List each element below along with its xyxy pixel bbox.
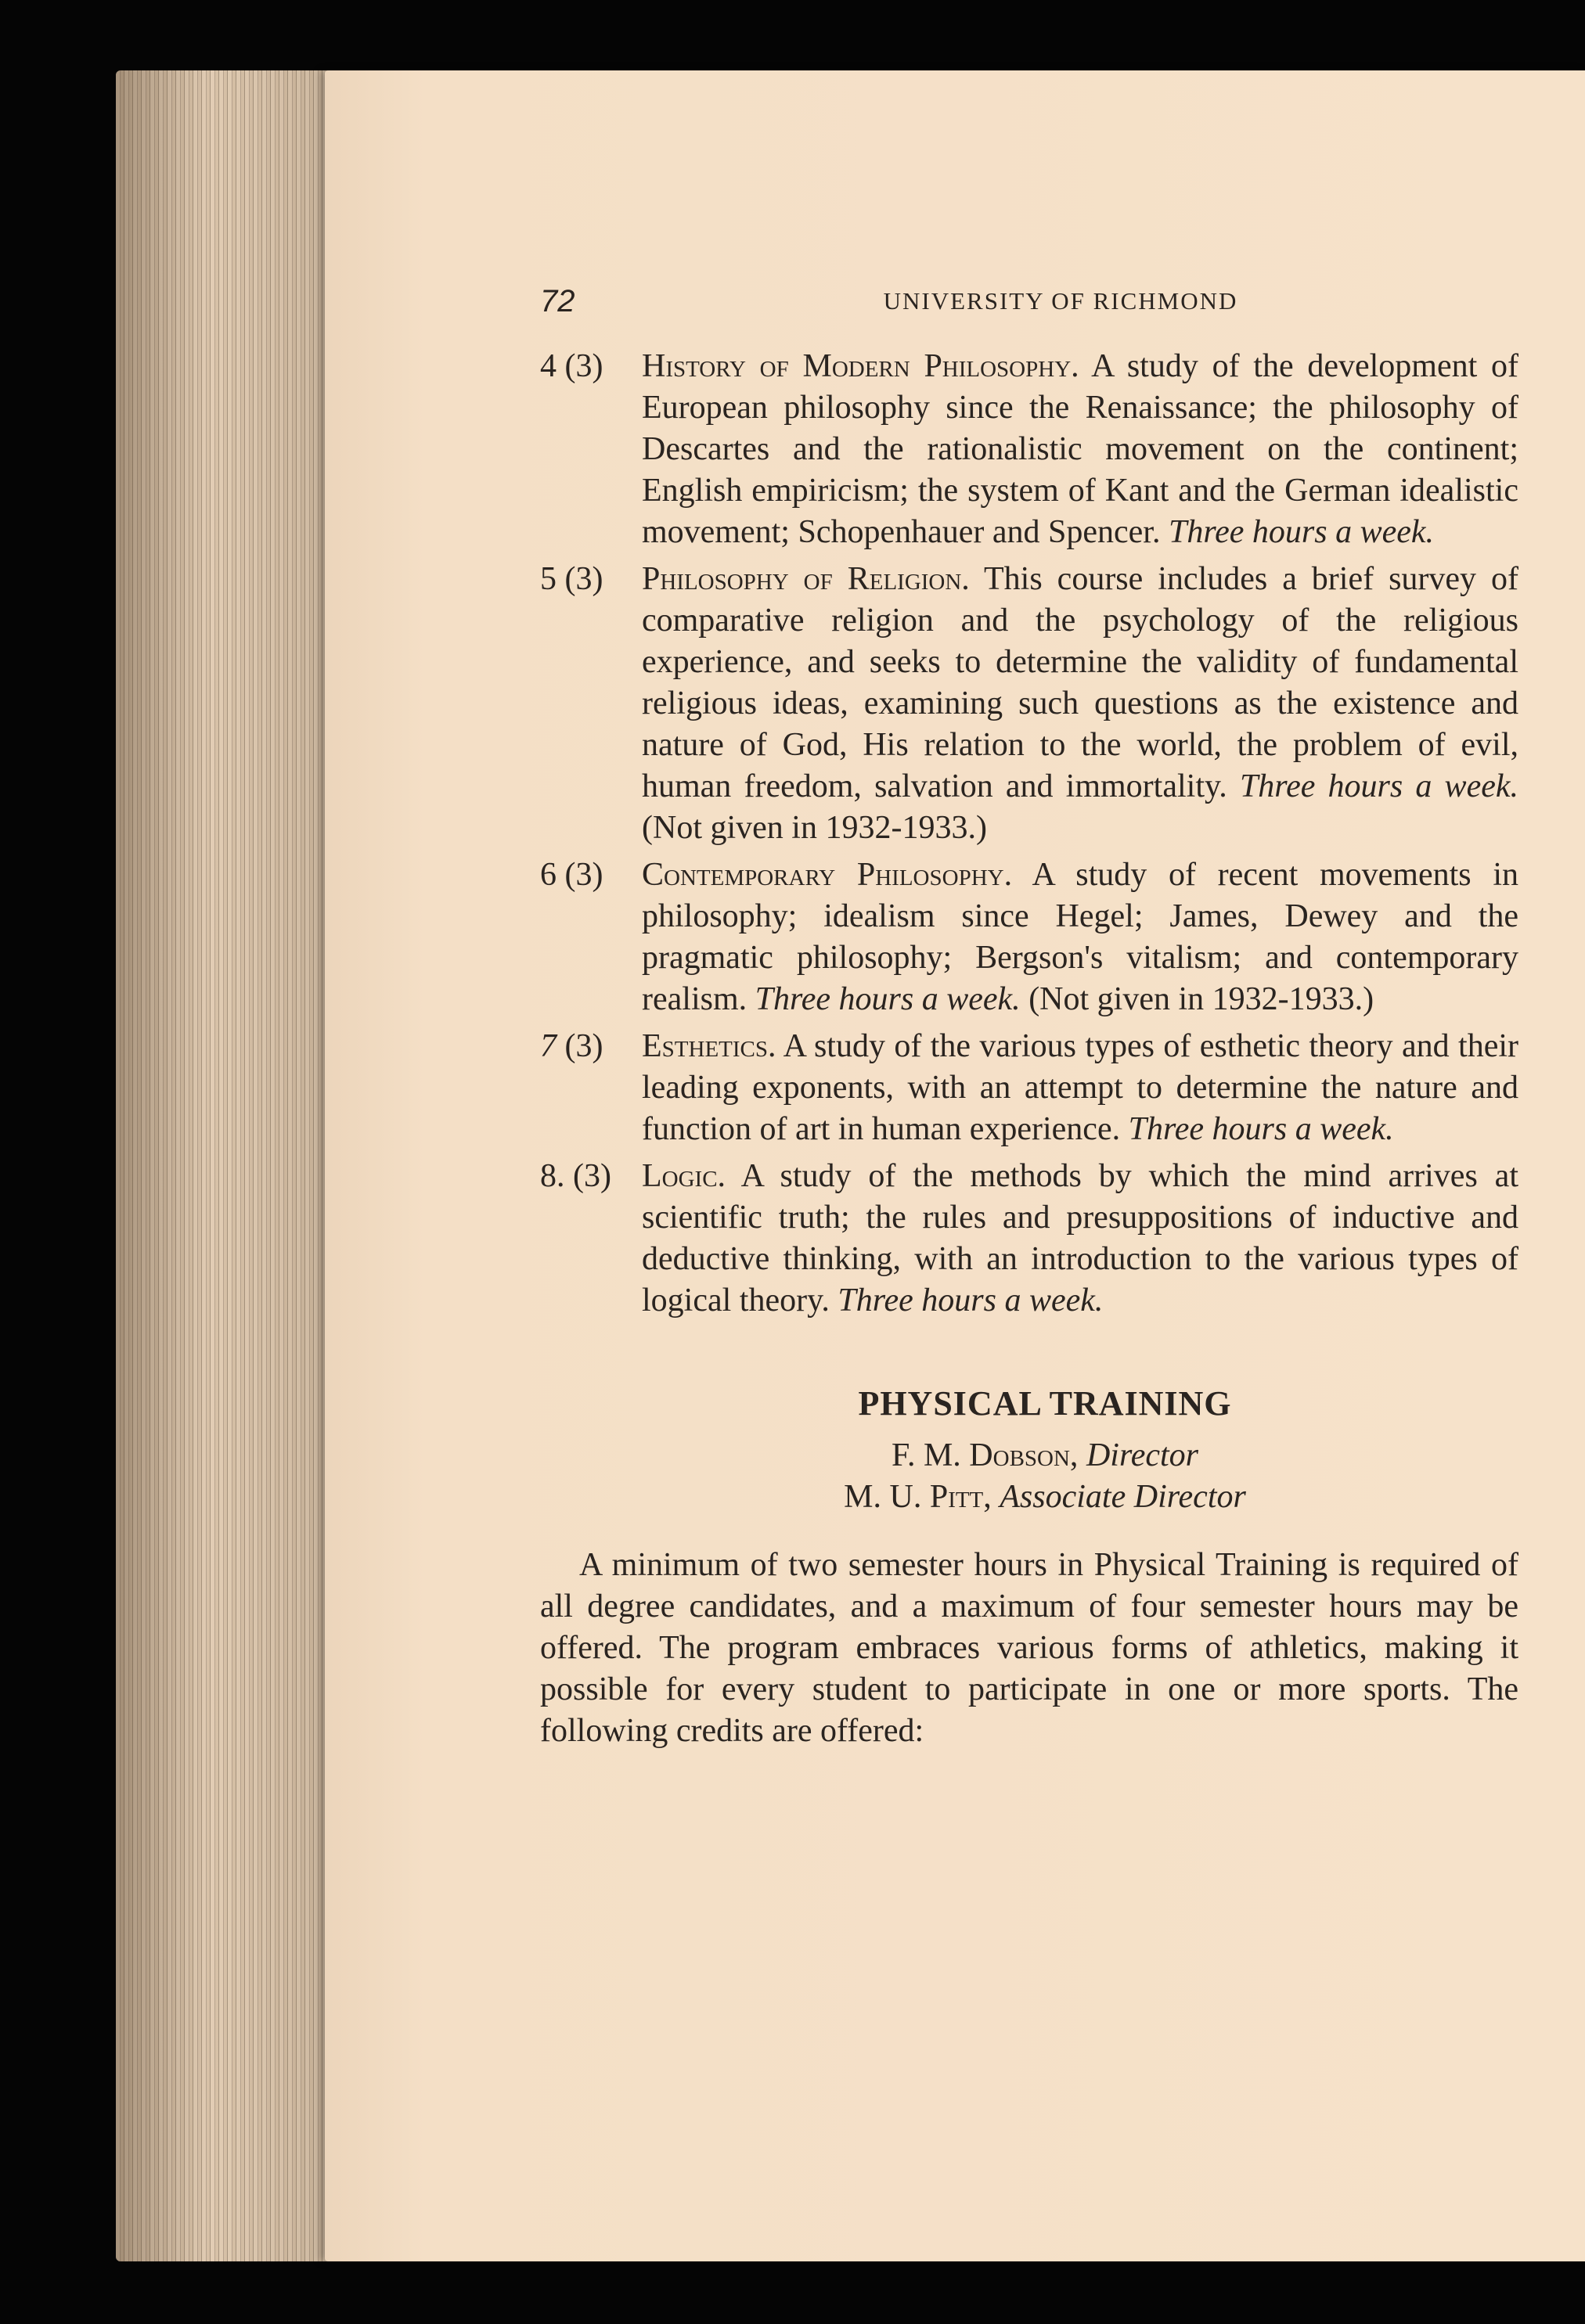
staff-associate-director	[540, 1477, 1518, 1518]
course-title: Logic.	[642, 1158, 726, 1194]
page-content	[540, 274, 1518, 1752]
physical-training-paragraph: A minimum of two semester hours in Physical Training is required of all degree candidates, and a maximum of four semester hours may be offered. The program embraces various forms of athletics, making it possible for every student to participate in one or more sports. The following credits are offered:	[540, 1547, 1518, 1749]
course-hours: Three hours a week.	[1168, 514, 1435, 550]
course-number: 4 (3)	[540, 348, 603, 384]
course-title: History of Modern Philosophy.	[642, 348, 1079, 384]
course-number: 5 (3)	[540, 561, 603, 597]
course-hours: Three hours a week.	[838, 1283, 1104, 1318]
course-hours: Three hours a week.	[1239, 768, 1518, 804]
course-entry-6	[540, 854, 1518, 1020]
section-heading: PHYSICAL TRAINING	[858, 1384, 1232, 1423]
staff-name: F. M. Dobson,	[891, 1437, 1079, 1473]
course-hours: Three hours a week.	[1128, 1111, 1394, 1147]
book-page-edges-shade	[116, 70, 351, 2261]
course-note: (Not given in 1932-1933.)	[642, 810, 987, 846]
course-number: 6 (3)	[540, 857, 603, 893]
course-number: 8. (3)	[540, 1158, 611, 1194]
staff-director	[540, 1435, 1518, 1477]
staff-role: Director	[1086, 1437, 1199, 1473]
course-title: Esthetics.	[642, 1028, 776, 1064]
staff-role: Associate Director	[1000, 1479, 1246, 1515]
running-head	[540, 274, 1518, 329]
course-entry-4	[540, 346, 1518, 553]
course-description: A study of the various types of esthetic theory and their leading exponents, with an attempt to determine the nature and function of art in human experience.	[642, 1028, 1519, 1147]
course-note: (Not given in 1932-1933.)	[1028, 981, 1374, 1017]
staff-name: M. U. Pitt,	[844, 1479, 992, 1515]
course-title: Philosophy of Religion.	[642, 561, 970, 597]
course-description: A study of the methods by which the mind arrives at scientific truth; the rules and presuppositions of inductive and deductive thinking, with an introduction to the various types of logical theory.	[642, 1158, 1518, 1318]
course-entry-5	[540, 559, 1518, 849]
course-hours: Three hours a week.	[755, 981, 1021, 1017]
course-number: 7 (3)	[540, 1028, 603, 1064]
course-entry-8	[540, 1156, 1518, 1322]
course-entry-7	[540, 1026, 1518, 1150]
page-number: 72	[540, 284, 575, 318]
course-description: This course includes a brief survey of comparative religion and the psychology of the religious experience, and seeks to determine the validity of fundamental religious ideas, examining such questions as the existence and nature of God, His relation to the world, the problem of evil, human freedom, salvation and immortality.	[642, 561, 1518, 804]
course-description: A study of recent movements in philosophy; idealism since Hegel; James, Dewey and the pragmatic philosophy; Bergson's vitalism; and contemporary realism.	[642, 857, 1519, 1017]
course-description: A study of the development of European philosophy since the Renaissance; the philosophy of Descartes and the rationalistic movement on the continent; English empiricism; the system of Kant and the German idealistic movement; Schopenhauer and Spencer.	[642, 348, 1518, 550]
course-title: Contemporary Philosophy.	[642, 857, 1013, 893]
running-title: UNIVERSITY OF RICHMOND	[883, 287, 1238, 315]
